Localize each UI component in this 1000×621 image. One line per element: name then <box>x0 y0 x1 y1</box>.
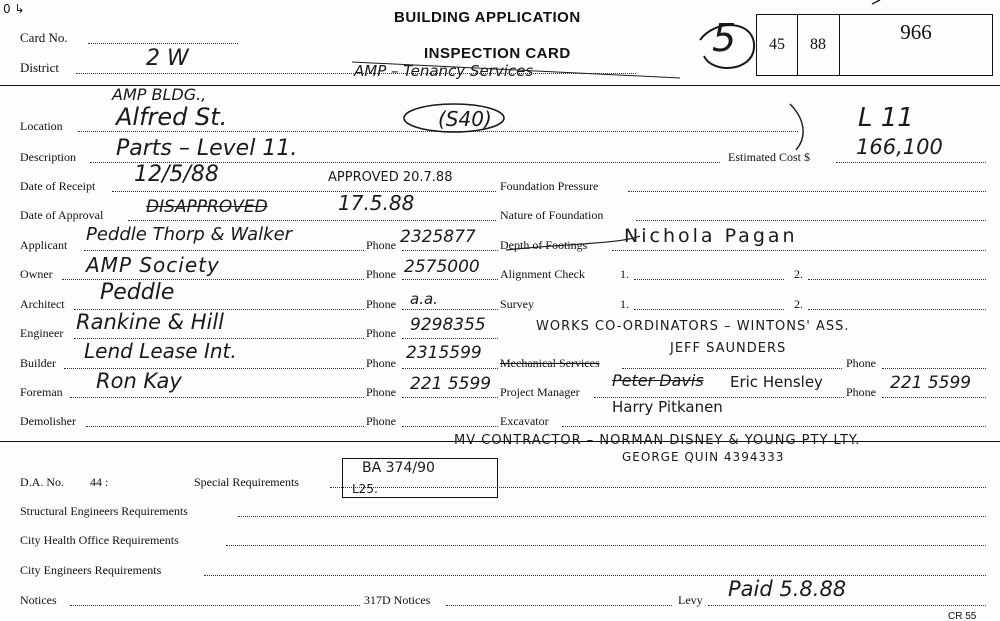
form-code: CR 55 <box>948 611 977 621</box>
alignment-check-1: 1. <box>620 267 629 281</box>
district-label: District <box>20 60 59 75</box>
builder-label: Builder <box>20 356 56 370</box>
engineer-phone-label: Phone <box>366 326 396 340</box>
demolisher-phone-label: Phone <box>366 414 396 428</box>
location-value-line-2: Alfred St. <box>116 103 228 131</box>
alignment-check-label: Alignment Check <box>500 267 585 281</box>
estimated-cost-label: Estimated Cost $ <box>728 150 810 164</box>
project-manager-label: Project Manager <box>500 385 580 399</box>
location-label: Location <box>20 119 63 133</box>
header-note-underline <box>352 62 680 78</box>
date-approval-value: 17.5.88 <box>338 191 415 215</box>
location-value-line-1: AMP BLDG., <box>112 85 207 104</box>
da-no-value: 44 : <box>90 475 109 489</box>
location-level-note: L 11 <box>858 103 914 133</box>
architect-value: Peddle <box>100 280 175 305</box>
date-receipt-label: Date of Receipt <box>20 179 96 193</box>
pm-phone-label: Phone <box>846 385 876 399</box>
applicant-label: Applicant <box>20 238 68 252</box>
applicant-phone-label: Phone <box>366 238 396 252</box>
engineer-value: Rankine & Hill <box>76 310 225 334</box>
alignment-check-2: 2. <box>794 267 803 281</box>
estimated-cost-value: 166,100 <box>856 135 943 159</box>
builder-phone-value: 2315599 <box>406 343 482 363</box>
survey-2: 2. <box>794 297 803 311</box>
header-note: AMP – Tenancy Services <box>354 62 534 80</box>
special-requirements-label: Special Requirements <box>194 475 299 489</box>
levy-label: Levy <box>678 593 703 607</box>
survey-1: 1. <box>620 297 629 311</box>
date-receipt-value: 12/5/88 <box>134 162 219 187</box>
nature-foundation-label: Nature of Foundation <box>500 208 604 222</box>
number-circle-mark <box>700 25 754 68</box>
date-approval-struck: DISAPPROVED <box>146 197 268 217</box>
bracket-mark <box>790 104 803 150</box>
architect-phone-value: a.a. <box>410 290 438 308</box>
engineer-label: Engineer <box>20 326 64 340</box>
owner-value: AMP Society <box>86 253 220 277</box>
card-title-line-1: BUILDING APPLICATION <box>394 9 581 26</box>
card-number-cell-a: 45 <box>757 15 798 75</box>
works-coordinators-note: WORKS CO-ORDINATORS – WINTONS' ASS. <box>536 319 850 334</box>
foreman-label: Foreman <box>20 385 63 399</box>
pm-phone-value: 221 5599 <box>890 373 972 393</box>
builder-value: Lend Lease Int. <box>84 339 237 363</box>
mv-contact-note: GEORGE QUIN 4394333 <box>622 450 785 464</box>
corner-mark: 0 ↳ <box>3 2 25 16</box>
mechanical-services-label: Mechanical Services <box>500 356 600 370</box>
builder-phone-label: Phone <box>366 356 396 370</box>
owner-phone-label: Phone <box>366 267 396 281</box>
owner-phone-value: 2575000 <box>404 257 480 277</box>
structural-requirements-label: Structural Engineers Requirements <box>20 504 188 518</box>
card-number-cell-b: 88 <box>797 15 840 75</box>
applicant-phone-value: 2325877 <box>400 227 476 247</box>
description-label: Description <box>20 150 76 164</box>
top-tick-mark <box>872 0 880 4</box>
mechanical-phone-label: Phone <box>846 356 876 370</box>
circled-number: 5 <box>712 16 737 60</box>
project-manager-value: Eric Hensley <box>730 373 823 391</box>
excavator-label: Excavator <box>500 414 549 428</box>
city-engineers-label: City Engineers Requirements <box>20 563 162 577</box>
foreman-phone-label: Phone <box>366 385 396 399</box>
foreman-value: Ron Kay <box>96 369 182 393</box>
depth-footings-stroke <box>506 236 640 250</box>
special-requirements-value-1: BA 374/90 <box>362 460 435 476</box>
engineer-phone-value: 9298355 <box>410 315 486 335</box>
foreman-phone-value: 221 5599 <box>410 374 492 394</box>
health-office-label: City Health Office Requirements <box>20 533 179 547</box>
survey-label: Survey <box>500 297 534 311</box>
notices-label: Notices <box>20 593 57 607</box>
card-title-line-2: INSPECTION CARD <box>424 45 571 62</box>
da-no-label: D.A. No. <box>20 475 64 489</box>
levy-value: Paid 5.8.88 <box>728 577 847 601</box>
applicant-value: Peddle Thorp & Walker <box>86 224 293 245</box>
special-requirements-value-2: L25. <box>352 482 378 496</box>
location-value-line-3: (S40) <box>438 107 492 131</box>
excavator-value: Harry Pitkanen <box>612 398 723 416</box>
notices-317d-label: 317D Notices <box>364 593 431 607</box>
location-circle-mark <box>404 104 504 132</box>
depth-footings-value: Nichola Pagan <box>624 225 798 247</box>
project-manager-struck: Peter Davis <box>612 371 704 390</box>
description-value: Parts – Level 11. <box>116 136 298 161</box>
foundation-pressure-label: Foundation Pressure <box>500 179 599 193</box>
mv-contractor-note: MV CONTRACTOR – NORMAN DISNEY & YOUNG PTY LTY. <box>454 433 861 448</box>
date-approval-label: Date of Approval <box>20 208 104 222</box>
architect-phone-label: Phone <box>366 297 396 311</box>
depth-footings-label: Depth of Footings <box>500 238 588 252</box>
demolisher-label: Demolisher <box>20 414 76 428</box>
approved-note: APPROVED 20.7.88 <box>328 170 453 185</box>
works-contact-note: JEFF SAUNDERS <box>670 341 787 356</box>
architect-label: Architect <box>20 297 65 311</box>
card-number-cell-c: 966 <box>900 19 932 44</box>
district-value: 2 W <box>146 46 189 71</box>
card-no-label: Card No. <box>20 30 68 45</box>
owner-label: Owner <box>20 267 53 281</box>
